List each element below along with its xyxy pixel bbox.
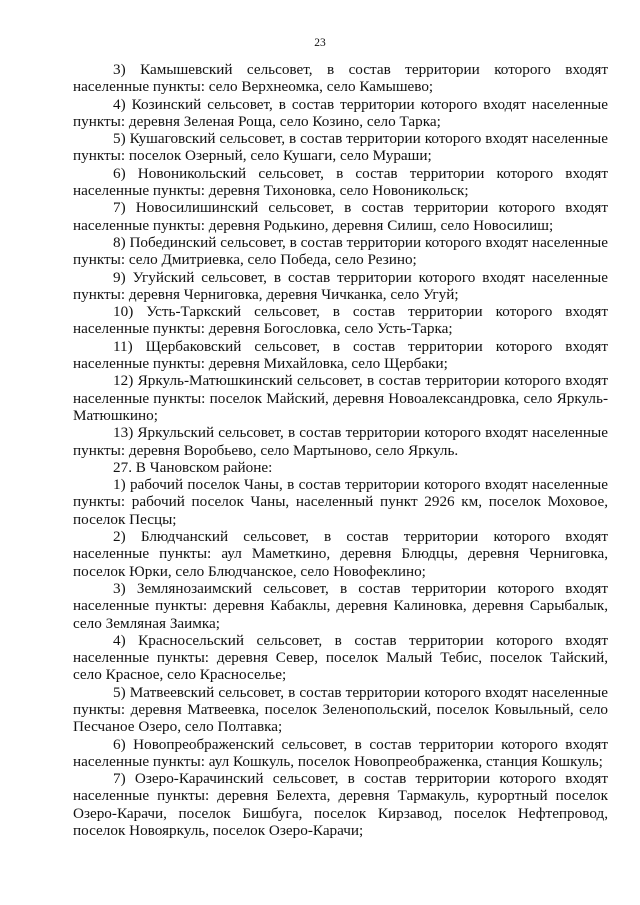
paragraph: 5) Матвеевский сельсовет, в состав территории которого входят населенные пункты: деревня Матвеевка, поселок Зеленопольский, поселок Ковыльный, село Песчаное Озеро, село Полтавка; <box>73 683 608 736</box>
paragraph: 7) Озеро-Карачинский сельсовет, в состав территории которого входят населенные пункты: деревня Белехта, деревня Тармакуль, курортный поселок Озеро-Карачи, поселок Бишбуга, поселок Кирзавод, поселок Нефтепровод, поселок Новояркуль, поселок Озеро-Карачи; <box>73 770 608 840</box>
section-heading: 27. В Чановском районе: <box>113 458 273 476</box>
paragraph: 6) Новоникольский сельсовет, в состав территории которого входят населенные пункты: деревня Тихоновка, село Новоникольск; <box>73 164 608 200</box>
paragraph: 8) Побединский сельсовет, в состав территории которого входят населенные пункты: село Дмитриевка, село Победа, село Резино; <box>73 233 608 269</box>
paragraph: 6) Новопреображенский сельсовет, в состав территории которого входят населенные пункты: аул Кошкуль, поселок Новопреображенка, станция Кошкуль; <box>73 735 608 770</box>
paragraph: 2) Блюдчанский сельсовет, в состав территории которого входят населенные пункты: аул Маметкино, деревня Блюдцы, деревня Черниговка, поселок Юрки, село Блюдчанское, село Новофеклино; <box>73 528 608 580</box>
paragraph: 12) Яркуль-Матюшкинский сельсовет, в состав территории которого входят населенные пункты: поселок Майский, деревня Новоалександровка, село Яркуль-Матюшкино; <box>73 372 608 424</box>
paragraph: 11) Щербаковский сельсовет, в состав территории которого входят населенные пункты: деревня Михайловка, село Щербаки; <box>73 337 608 373</box>
paragraph: 4) Красносельский сельсовет, в состав территории которого входят населенные пункты: деревня Север, поселок Малый Тебис, поселок Тайский, село Красное, село Красноселье; <box>73 631 608 684</box>
paragraph: 3) Землянозаимский сельсовет, в состав территории которого входят населенные пункты: деревня Кабаклы, деревня Калиновка, деревня Сарыбалык, село Земляная Заимка; <box>73 579 608 632</box>
paragraph: 10) Усть-Таркский сельсовет, в состав территории которого входят населенные пункты: деревня Богословка, село Усть-Тарка; <box>73 303 608 338</box>
page-number: 23 <box>314 37 326 49</box>
paragraph: 9) Угуйский сельсовет, в состав территории которого входят населенные пункты: деревня Черниговка, деревня Чичканка, село Угуй; <box>73 268 608 303</box>
paragraph: 3) Камышевский сельсовет, в состав территории которого входят населенные пункты: село Верхнеомка, село Камышево; <box>73 61 608 96</box>
document-body <box>73 61 608 839</box>
paragraph: 13) Яркульский сельсовет, в состав территории которого входят населенные пункты: деревня Воробьево, село Мартыново, село Яркуль. <box>73 424 608 459</box>
paragraph: 5) Кушаговский сельсовет, в состав территории которого входят населенные пункты: поселок Озерный, село Кушаги, село Мураши; <box>73 130 608 165</box>
paragraph: 4) Козинский сельсовет, в состав территории которого входят населенные пункты: деревня Зеленая Роща, село Козино, село Тарка; <box>73 95 608 130</box>
paragraph: 7) Новосилишинский сельсовет, в состав территории которого входят населенные пункты: деревня Родькино, деревня Силиш, село Новосилиш; <box>73 199 608 234</box>
paragraph: 1) рабочий поселок Чаны, в состав территории которого входят населенные пункты: рабочий поселок Чаны, населенный пункт 2926 км, поселок Моховое, поселок Песцы; <box>73 476 608 528</box>
